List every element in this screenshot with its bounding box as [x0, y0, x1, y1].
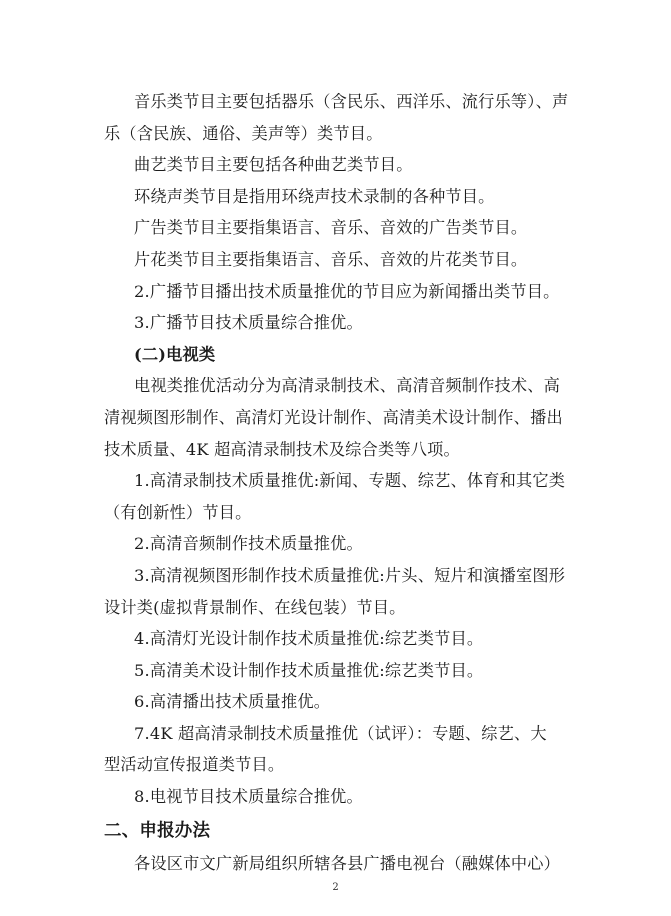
paragraph-line: 技术质量、4K 超高清录制技术及综合类等八项。	[104, 439, 460, 459]
document-body	[104, 86, 580, 879]
paragraph-line: 3.广播节目技术质量综合推优。	[134, 313, 363, 333]
paragraph-line: 型活动宣传报道类节目。	[104, 755, 285, 775]
paragraph-line: 6.高清播出技术质量推优。	[134, 692, 331, 712]
paragraph-line: 清视频图形制作、高清灯光设计制作、高清美术设计制作、播出	[104, 407, 563, 427]
paragraph-line: 片花类节目主要指集语言、音乐、音效的片花类节目。	[134, 249, 528, 269]
page-number: 2	[332, 882, 339, 893]
paragraph-line: 音乐类节目主要包括器乐（含民乐、西洋乐、流行乐等）、声	[134, 92, 569, 111]
paragraph-line: 2.高清音频制作技术质量推优。	[134, 534, 363, 554]
paragraph-line: 1.高清录制技术质量推优:新闻、专题、综艺、体育和其它类	[134, 471, 566, 491]
section-heading: 二、申报办法	[104, 820, 211, 841]
paragraph-line: 电视类推优活动分为高清录制技术、高清音频制作技术、高	[134, 376, 561, 396]
paragraph-line: 曲艺类节目主要包括各种曲艺类节目。	[134, 155, 413, 175]
paragraph-line: 广告类节目主要指集语言、音乐、音效的广告类节目。	[134, 218, 528, 238]
paragraph-line: （有创新性）节目。	[104, 502, 252, 522]
paragraph-line: 7.4K 超高清录制技术质量推优（试评）：专题、综艺、大	[134, 723, 547, 743]
paragraph-line: 2.广播节目播出技术质量推优的节目应为新闻播出类节目。	[134, 281, 560, 301]
paragraph-line: 5.高清美术设计制作技术质量推优:综艺类节目。	[134, 660, 484, 680]
paragraph-line: 各设区市文广新局组织所辖各县广播电视台（融媒体中心）	[134, 853, 561, 873]
paragraph-line: 设计类(虚拟背景制作、在线包装）节目。	[104, 597, 406, 617]
section-subheading: (二)电视类	[134, 344, 216, 364]
paragraph-line: 8.电视节目技术质量综合推优。	[134, 787, 363, 807]
paragraph-line: 环绕声类节目是指用环绕声技术录制的各种节目。	[134, 186, 495, 206]
paragraph-line: 乐（含民族、通俗、美声等）类节目。	[104, 123, 383, 143]
paragraph-line: 3.高清视频图形制作技术质量推优:片头、短片和演播室图形	[134, 565, 566, 585]
paragraph-line: 4.高清灯光设计制作技术质量推优:综艺类节目。	[134, 629, 484, 649]
